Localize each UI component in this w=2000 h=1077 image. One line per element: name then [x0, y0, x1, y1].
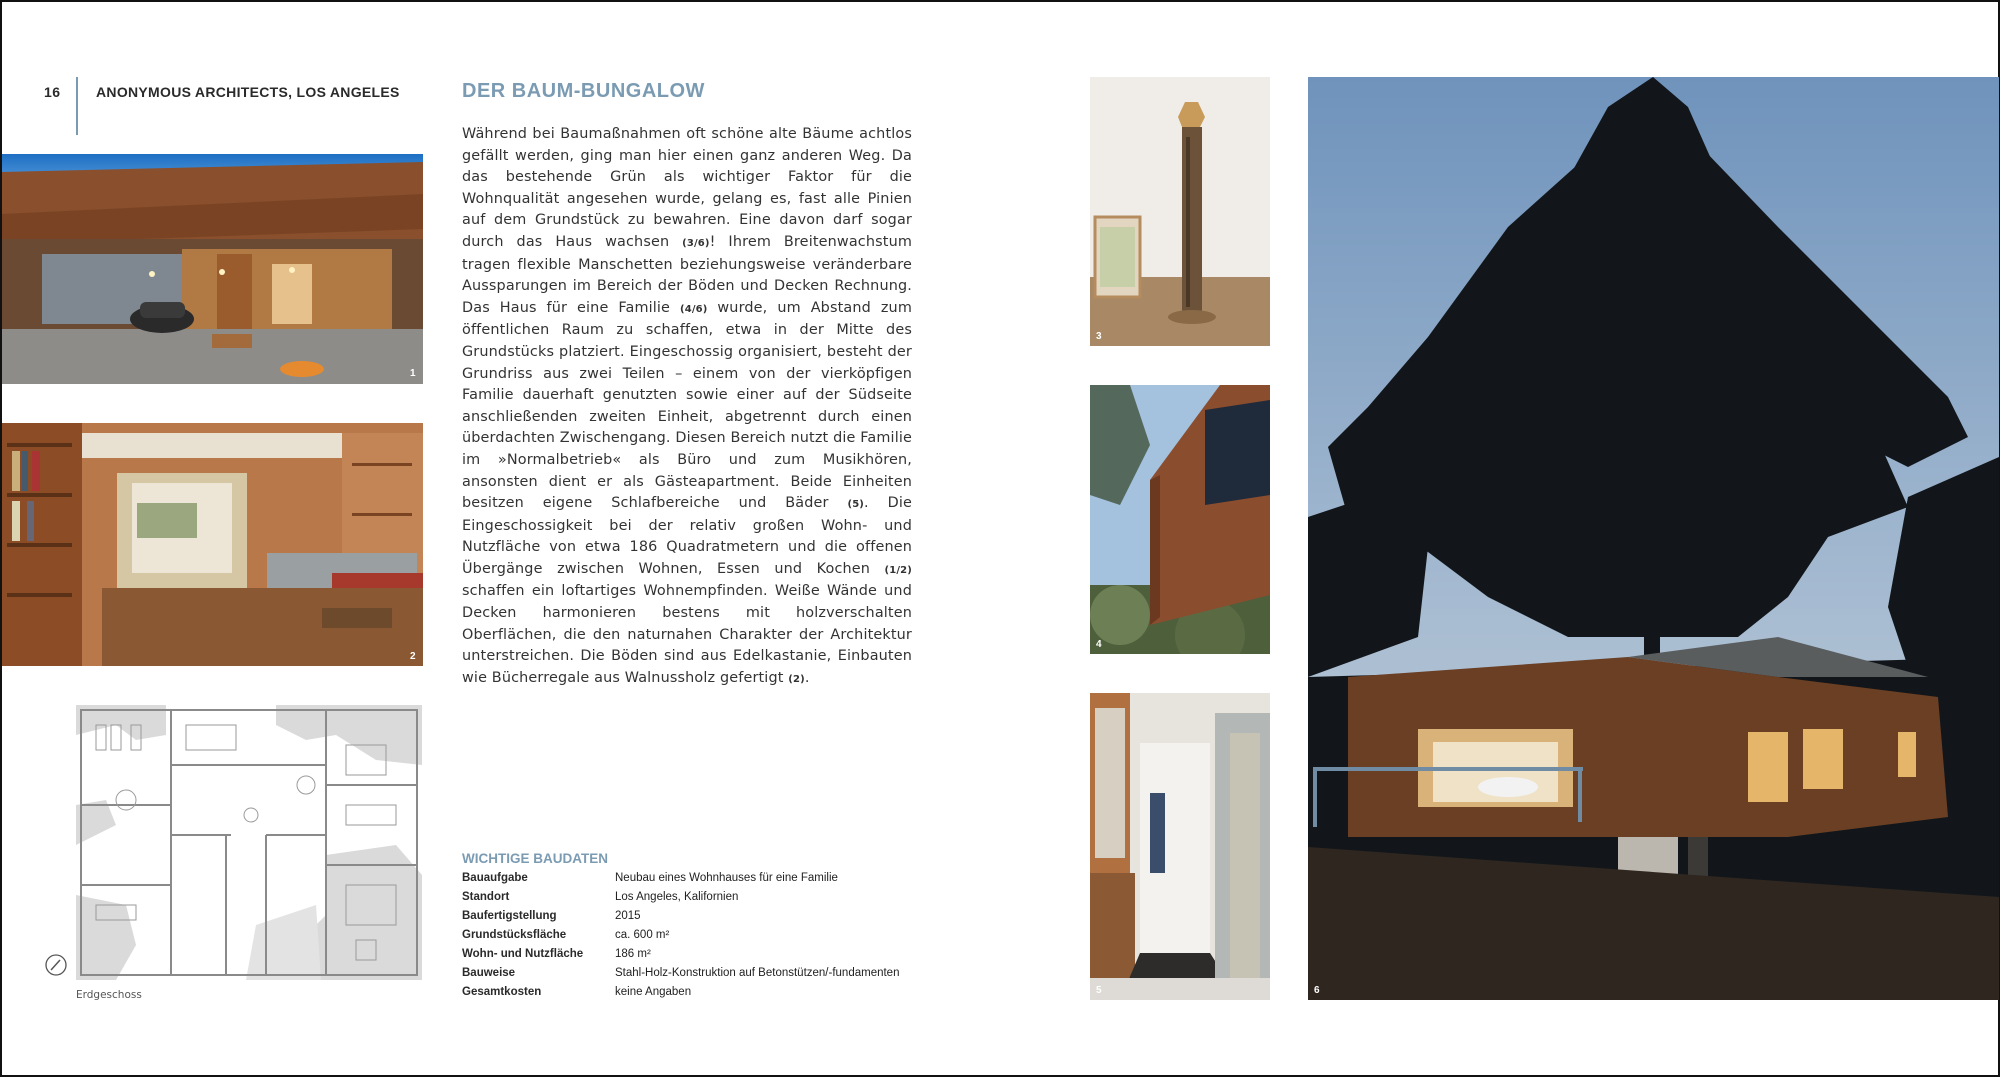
- header-divider: [76, 77, 78, 135]
- key-data-value: 186 m²: [615, 948, 651, 960]
- photo-number: 6: [1314, 985, 1320, 996]
- north-arrow-icon: [45, 954, 67, 976]
- figure-reference: (3/6): [682, 237, 710, 249]
- key-data-value: ca. 600 m²: [615, 929, 670, 941]
- key-data-row: [462, 945, 899, 964]
- key-data-heading: WICHTIGE BAUDATEN: [462, 851, 608, 866]
- photo-hallway: [1090, 693, 1270, 1000]
- photo-carport: [2, 154, 423, 384]
- key-data-row: [462, 964, 899, 983]
- key-data-row: [462, 869, 899, 888]
- photo-number: 5: [1096, 985, 1102, 996]
- architect-name: ANONYMOUS ARCHITECTS, LOS ANGELES: [96, 84, 400, 100]
- key-data-value: Neubau eines Wohnhauses für eine Familie: [615, 872, 838, 884]
- key-data-value: Stahl-Holz-Konstruktion auf Betonstützen/-fundamenten: [615, 967, 900, 979]
- key-data-label: Baufertigstellung: [462, 910, 557, 922]
- floor-plan-caption: Erdgeschoss: [76, 989, 142, 1001]
- figure-reference: (2): [788, 673, 805, 685]
- key-data-value: keine Angaben: [615, 986, 692, 998]
- article-body: [462, 124, 912, 690]
- key-data-label: Bauweise: [462, 967, 516, 979]
- figure-reference: (4/6): [680, 303, 708, 315]
- floor-plan: [76, 705, 422, 980]
- photo-number: 1: [410, 368, 416, 379]
- key-data-row: [462, 983, 899, 1002]
- key-data-label: Bauaufgabe: [462, 872, 528, 884]
- key-data-row: [462, 926, 899, 945]
- key-data-row: [462, 888, 899, 907]
- photo-number: 3: [1096, 331, 1102, 342]
- figure-reference: (1/2): [884, 564, 912, 576]
- photo-cantilever: [1090, 385, 1270, 654]
- photo-tree-interior: [1090, 77, 1270, 346]
- body-text-segment: ! Ihrem Breitenwachstum tragen flexible Manschetten beziehungsweise veränderbare Aussparungen im Bereich der Böden und Decken Rechnung. Das Haus für eine Familie: [462, 233, 913, 316]
- photo-house-dusk: [1308, 77, 1999, 1000]
- figure-reference: (5): [847, 499, 865, 511]
- key-data-table: [462, 869, 899, 1002]
- article-title: DER BAUM-BUNGALOW: [462, 80, 705, 102]
- key-data-label: Gesamtkosten: [462, 986, 542, 998]
- body-text-segment: wurde, um Abstand zum öffentlichen Raum zu schaffen, etwa in der Mitte des Grundstücks platziert. Eingeschossig organisiert, besteht der Grundriss aus zwei Teilen – einem von der vierköpfigen Familie dauerhaft genutzten sowie einer auf der Südseite anschließenden zweiten Einheit, abgetrennt durch einen überdachten Zwischengang. Diesen Bereich nutzt die Familie im »Normalbetrieb« als Büro und zum Musikhören, ansonsten dient er als Gästeapartment. Beide Einheiten besitzen eigene Schlafbereiche und Bäder: [462, 299, 912, 512]
- photo-number: 4: [1096, 639, 1102, 650]
- body-text-segment: .: [804, 669, 810, 686]
- photo-number: 2: [410, 651, 416, 662]
- key-data-value: 2015: [615, 910, 641, 922]
- key-data-label: Standort: [462, 891, 510, 903]
- key-data-label: Grundstücksfläche: [462, 929, 567, 941]
- key-data-label: Wohn- und Nutzfläche: [462, 948, 584, 960]
- photo-living-room: [2, 423, 423, 666]
- page-number: 16: [44, 84, 61, 100]
- body-text-segment: schaffen ein loftartiges Wohnempfinden. Weiße Wände und Decken harmonieren bestens mit holzverschalten Oberflächen, die den naturnahen Charakter der Architektur unterstreichen. Die Böden sind aus Edelkastanie, Einbauten wie Bücherregale aus Walnussholz gefertigt: [462, 583, 912, 686]
- body-text-segment: Während bei Baumaßnahmen oft schöne alte Bäume achtlos gefällt werden, ging man hier einen ganz anderen Weg. Da das bestehende Grün als wichtiger Faktor für die Wohnqualität angesehen wurde, gelang es, fast alle Pinien auf dem Grundstück zu bewahren. Eine davon darf sogar durch das Haus wachsen: [462, 126, 912, 250]
- key-data-value: Los Angeles, Kalifornien: [615, 891, 739, 903]
- body-text-segment: . Die Eingeschossigkeit bei der relativ großen Wohn- und Nutzfläche von etwa 186 Quadratmetern und die offenen Übergänge zwischen Wohnen, Essen und Kochen: [462, 495, 912, 577]
- key-data-row: [462, 907, 899, 926]
